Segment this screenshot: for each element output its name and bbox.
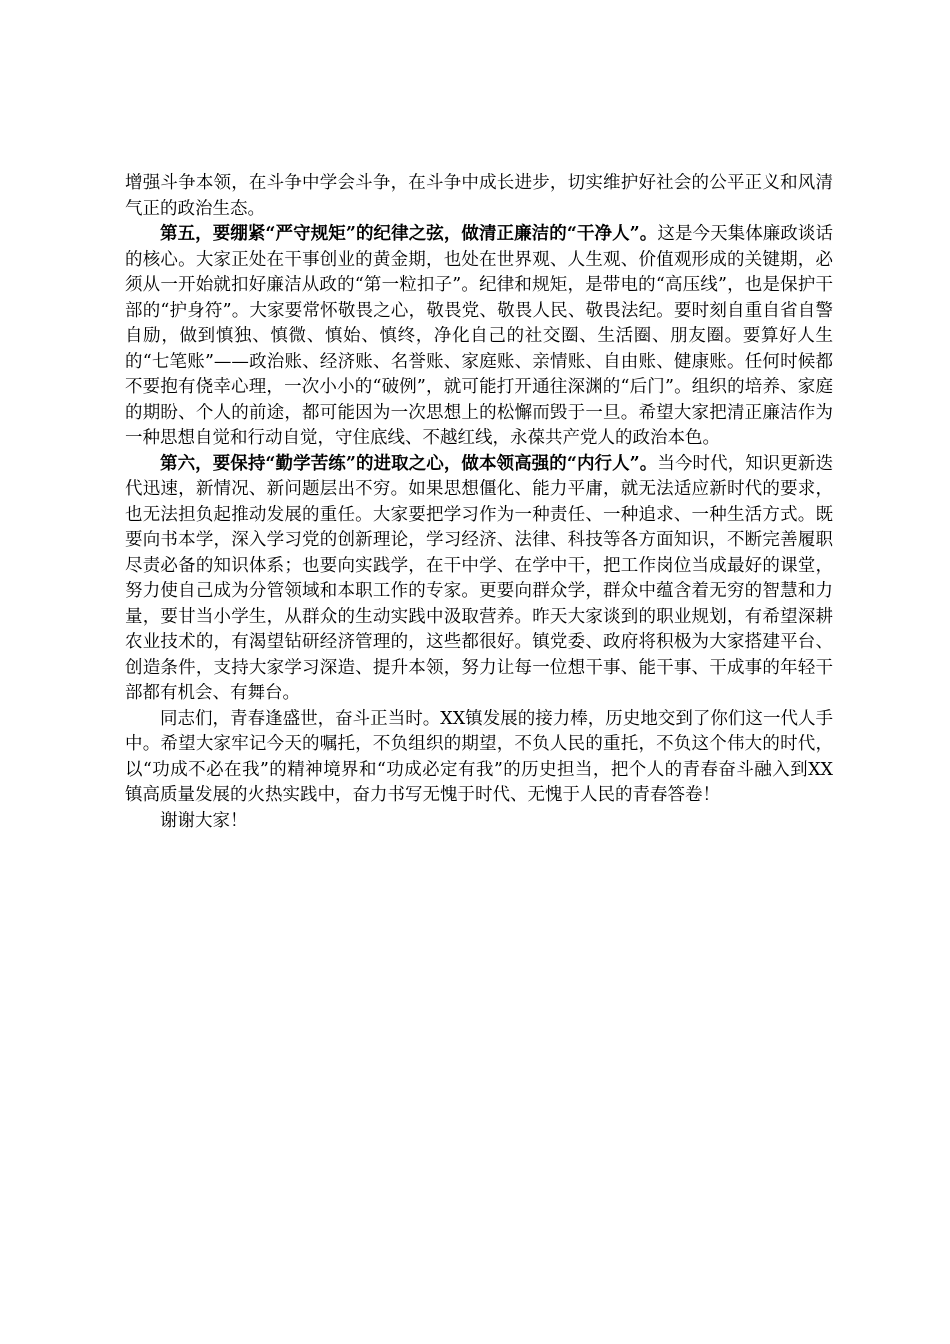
paragraph-closing — [125, 707, 833, 809]
paragraph-heading: 第六，要保持“勤学苦练”的进取之心，做本领高强的“内行人”。 — [160, 453, 658, 474]
paragraph-continuation — [125, 171, 833, 222]
paragraph-fifth-point — [125, 222, 833, 452]
paragraph-text: 这是今天集体廉政谈话的核心。大家正处在干事创业的黄金期，也处在世界观、人生观、价值观形成的关键期，必须从一开始就扣好廉洁从政的“第一粒扣子”。纪律和规矩，是带电的“高压线”，也是保护干部的“护身符”。大家要常怀敬畏之心，敬畏党、敬畏人民、敬畏法纪。要时刻自重自省自警自励，做到慎独、慎微、慎始、慎终，净化自己的社交圈、生活圈、朋友圈。要算好人生的“七笔账”——政治账、经济账、名誉账、家庭账、亲情账、自由账、健康账。任何时候都不要抱有侥幸心理，一次小小的“破例”，就可能打开通往深渊的“后门”。组织的培养、家庭的期盼、个人的前途，都可能因为一次思想上的松懈而毁于一旦。希望大家把清正廉洁作为一种思想自觉和行动自觉，守住底线、不越红线，永葆共产党人的政治本色。 — [125, 224, 834, 448]
paragraph-text: 增强斗争本领，在斗争中学会斗争，在斗争中成长进步，切实维护好社会的公平正义和风清气正的政治生态。 — [125, 173, 833, 219]
paragraph-text: 谢谢大家！ — [160, 810, 248, 831]
paragraph-text: 当今时代，知识更新迭代迅速，新情况、新问题层出不穷。如果思想僵化、能力平庸，就无法适应新时代的要求，也无法担负起推动发展的重任。大家要把学习作为一种责任、一种追求、一种生活方式。既要向书本学，深入学习党的创新理论，学习经济、法律、科技等各方面知识，不断完善履职尽责必备的知识体系；也要向实践学，在干中学、在学中干，把工作岗位当成最好的课堂，努力使自己成为分管领域和本职工作的专家。更要向群众学，群众中蕴含着无穷的智慧和力量，要甘当小学生，从群众的生动实践中汲取营养。昨天大家谈到的职业规划，有希望深耕农业技术的，有渴望钻研经济管理的，这些都很好。镇党委、政府将积极为大家搭建平台、创造条件，支持大家学习深造、提升本领，努力让每一位想干事、能干事、干成事的年轻干部都有机会、有舞台。 — [125, 453, 834, 703]
paragraph-thanks — [125, 809, 833, 835]
paragraph-text: 同志们，青春逢盛世，奋斗正当时。XX镇发展的接力棒，历史地交到了你们这一代人手中。希望大家牢记今天的嘱托，不负组织的期望，不负人民的重托，不负这个伟大的时代，以“功成不必在我”的精神境界和“功成必定有我”的历史担当，把个人的青春奋斗融入到XX镇高质量发展的火热实践中，奋力书写无愧于时代、无愧于人民的青春答卷！ — [125, 708, 833, 805]
paragraph-heading: 第五，要绷紧“严守规矩”的纪律之弦，做清正廉洁的“干净人”。 — [160, 224, 658, 244]
paragraph-sixth-point — [125, 452, 833, 707]
document-page — [125, 171, 833, 834]
